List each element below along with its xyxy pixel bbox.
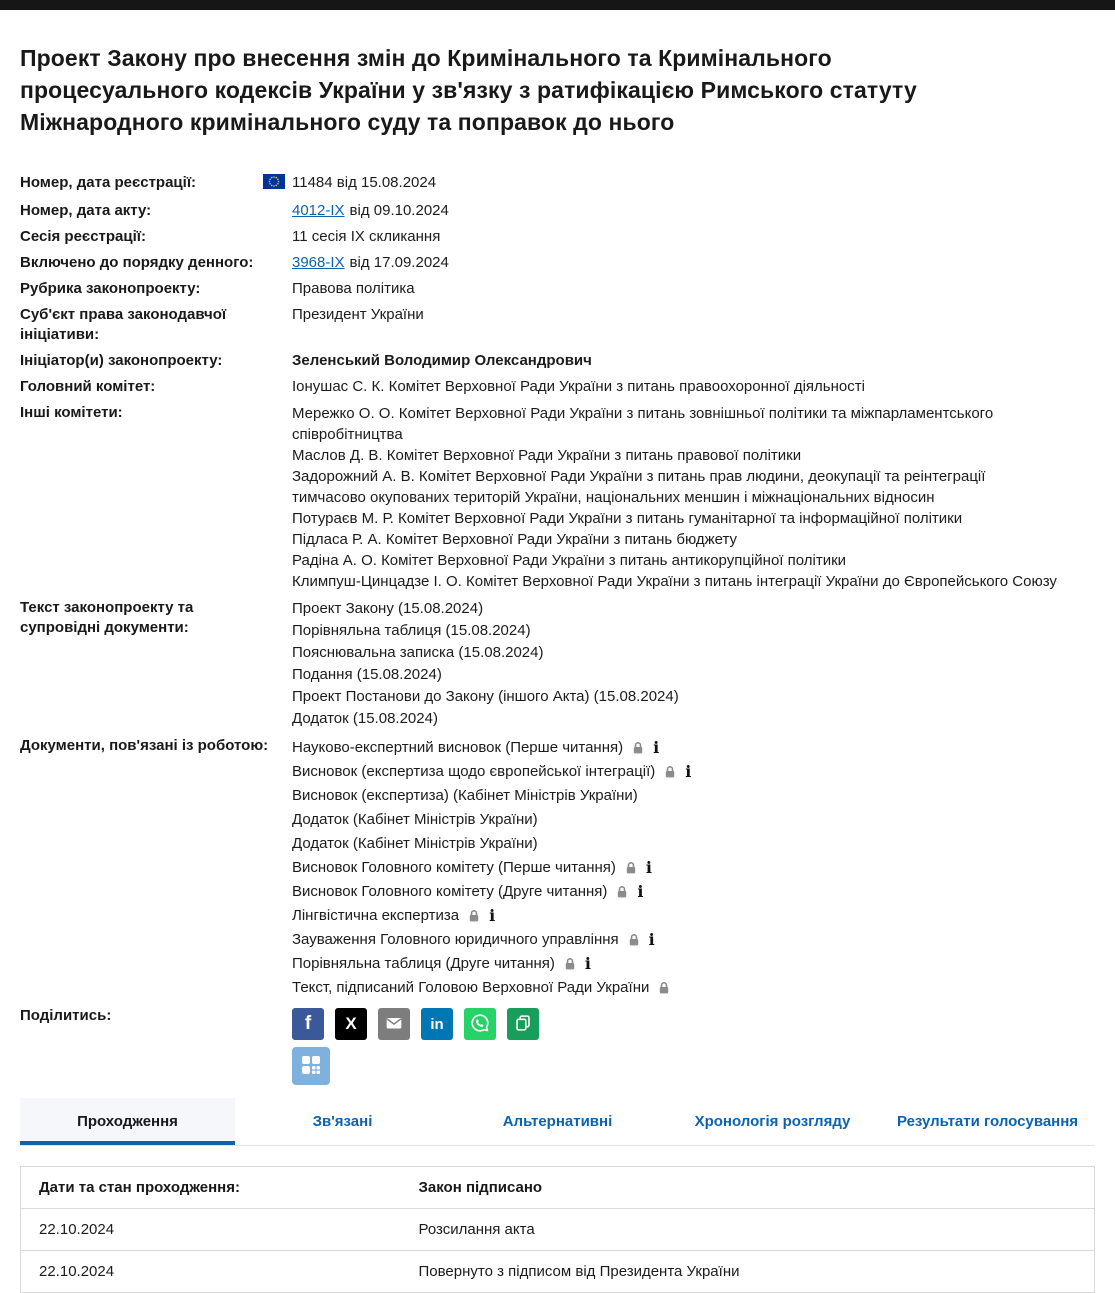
share-x-button[interactable] bbox=[335, 1008, 367, 1040]
field-session bbox=[20, 224, 1095, 250]
lock-icon bbox=[627, 933, 641, 947]
bill-document-item[interactable]: Порівняльна таблиця (15.08.2024) bbox=[292, 622, 531, 639]
row-status: Повернуто з підписом від Президента України bbox=[401, 1251, 1095, 1293]
status-table bbox=[20, 1166, 1095, 1293]
info-icon[interactable]: i bbox=[489, 906, 496, 925]
field-label-main-committee: Головний комітет: bbox=[20, 378, 156, 395]
share-facebook-button[interactable] bbox=[292, 1008, 324, 1040]
registration-value: 11484 від 15.08.2024 bbox=[292, 174, 437, 191]
related-document-item[interactable]: Текст, підписаний Головою Верховної Ради України bbox=[292, 979, 650, 996]
committee-item: Радіна А. О. Комітет Верховної Ради України з питань антикорупційної політики bbox=[292, 552, 847, 569]
field-agenda bbox=[20, 250, 1095, 276]
info-icon[interactable]: i bbox=[685, 762, 692, 781]
committee-item: Задорожний А. В. Комітет Верховної Ради України з питань прав людини, деокупації та реінтеграції тимчасово окупованих територій України, національних меншин і міжнаціональних відносин bbox=[292, 468, 986, 506]
related-document-row bbox=[292, 784, 1095, 808]
related-document-item[interactable]: Порівняльна таблиця (Друге читання) bbox=[292, 955, 555, 972]
rubric-value: Правова політика bbox=[292, 280, 415, 297]
tab-related[interactable]: Зв'язані bbox=[312, 1113, 373, 1130]
lock-icon bbox=[563, 957, 577, 971]
bill-document-item[interactable]: Проект Постанови до Закону (іншого Акта) (15.08.2024) bbox=[292, 688, 679, 705]
field-subject bbox=[20, 302, 1095, 348]
committee-item: Климпуш-Цинцадзе І. О. Комітет Верховної Ради України з питань інтеграції України до Європейського Союзу bbox=[292, 573, 1057, 590]
field-label-rubric: Рубрика законопроекту: bbox=[20, 280, 201, 297]
linkedin-icon: in bbox=[430, 1015, 444, 1033]
field-label-session: Сесія реєстрації: bbox=[20, 228, 146, 245]
field-label-act: Номер, дата акту: bbox=[20, 202, 152, 219]
facebook-icon: f bbox=[304, 1013, 312, 1034]
email-icon bbox=[383, 1012, 405, 1037]
bill-details bbox=[20, 170, 1095, 1088]
initiator-value: Зеленський Володимир Олександрович bbox=[292, 352, 592, 369]
field-act bbox=[20, 198, 1095, 224]
field-initiator bbox=[20, 348, 1095, 374]
committee-item: Маслов Д. В. Комітет Верховної Ради України з питань правової політики bbox=[292, 447, 802, 464]
tab-prohodzhennya[interactable]: Проходження bbox=[20, 1098, 235, 1145]
field-label-agenda: Включено до порядку денного: bbox=[20, 254, 254, 271]
row-date: 22.10.2024 bbox=[21, 1209, 401, 1251]
field-related-documents bbox=[20, 733, 1095, 1003]
info-icon[interactable]: i bbox=[645, 858, 652, 877]
committee-item: Підласа Р. А. Комітет Верховної Ради України з питань бюджету bbox=[292, 531, 738, 548]
info-icon[interactable]: i bbox=[653, 738, 660, 757]
eu-flag-icon bbox=[263, 174, 285, 195]
lock-icon bbox=[615, 885, 629, 899]
main-committee-value: Іонушас С. К. Комітет Верховної Ради України з питань правоохоронної діяльності bbox=[292, 378, 865, 395]
lock-icon bbox=[663, 765, 677, 779]
tab-alternatives[interactable]: Альтернативні bbox=[502, 1113, 613, 1130]
x-icon: X bbox=[345, 1014, 357, 1033]
related-document-item[interactable]: Висновок Головного комітету (Друге читання) bbox=[292, 883, 608, 900]
related-document-item[interactable]: Додаток (Кабінет Міністрів України) bbox=[292, 835, 538, 852]
whatsapp-icon bbox=[469, 1012, 491, 1037]
share-whatsapp-button[interactable] bbox=[464, 1008, 496, 1040]
field-share bbox=[20, 1003, 1095, 1088]
lock-icon bbox=[467, 909, 481, 923]
field-label-subject: Суб'єкт права законодавчої ініціативи: bbox=[20, 306, 227, 343]
related-document-item[interactable]: Науково-експертний висновок (Перше читання) bbox=[292, 739, 624, 756]
tab-bar bbox=[20, 1098, 1095, 1146]
agenda-date: від 17.09.2024 bbox=[349, 254, 449, 271]
lock-icon bbox=[657, 981, 671, 995]
related-document-row bbox=[292, 880, 1095, 904]
field-label-bill-documents: Текст законопроекту та супровідні документи: bbox=[20, 599, 194, 636]
act-date: від 09.10.2024 bbox=[349, 202, 449, 219]
table-row bbox=[21, 1209, 1095, 1251]
bill-documents-list bbox=[292, 598, 1095, 730]
field-registration bbox=[20, 170, 1095, 198]
field-label-share: Поділитись: bbox=[20, 1007, 112, 1024]
bill-document-item[interactable]: Подання (15.08.2024) bbox=[292, 666, 442, 683]
field-bill-documents bbox=[20, 595, 1095, 733]
field-label-other-committees: Інші комітети: bbox=[20, 404, 123, 421]
lock-icon bbox=[631, 741, 645, 755]
table-header-dates: Дати та стан проходження: bbox=[21, 1167, 401, 1209]
act-number-link[interactable]: 4012-IX bbox=[292, 202, 345, 219]
session-value: 11 сесія IX скликання bbox=[292, 228, 441, 245]
committee-item: Мережко О. О. Комітет Верховної Ради України з питань зовнішньої політики та міжпарламентського співробітництва bbox=[292, 405, 994, 443]
share-buttons bbox=[292, 1008, 1095, 1040]
share-linkedin-button[interactable] bbox=[421, 1008, 453, 1040]
subject-value: Президент України bbox=[292, 306, 424, 323]
share-copy-button[interactable] bbox=[507, 1008, 539, 1040]
tab-chronology[interactable]: Хронологія розгляду bbox=[694, 1113, 851, 1130]
related-document-row bbox=[292, 952, 1095, 976]
field-label-initiator: Ініціатор(и) законопроекту: bbox=[20, 352, 223, 369]
related-document-row bbox=[292, 760, 1095, 784]
other-committees-list bbox=[292, 403, 1062, 592]
related-document-item[interactable]: Висновок (експертиза) (Кабінет Міністрів України) bbox=[292, 787, 638, 804]
related-document-row bbox=[292, 976, 1095, 1000]
share-qr-button[interactable] bbox=[292, 1047, 330, 1085]
related-document-item[interactable]: Лінгвістична експертиза bbox=[292, 907, 460, 924]
tab-voting-results[interactable]: Результати голосування bbox=[896, 1113, 1079, 1130]
row-date: 22.10.2024 bbox=[21, 1251, 401, 1293]
info-icon[interactable]: i bbox=[637, 882, 644, 901]
bill-document-item[interactable]: Проект Закону (15.08.2024) bbox=[292, 600, 484, 617]
related-document-item[interactable]: Висновок (експертиза щодо європейської інтеграції) bbox=[292, 763, 656, 780]
field-label-registration: Номер, дата реєстрації: bbox=[20, 174, 197, 191]
agenda-number-link[interactable]: 3968-IX bbox=[292, 254, 345, 271]
related-document-item[interactable]: Додаток (Кабінет Міністрів України) bbox=[292, 811, 538, 828]
field-other-committees bbox=[20, 400, 1095, 595]
info-icon[interactable]: i bbox=[648, 930, 655, 949]
table-header-row bbox=[21, 1167, 1095, 1209]
info-icon[interactable]: i bbox=[584, 954, 591, 973]
copy-icon bbox=[512, 1012, 534, 1037]
field-rubric bbox=[20, 276, 1095, 302]
related-document-row bbox=[292, 832, 1095, 856]
qr-code-icon bbox=[299, 1053, 323, 1080]
field-label-related-documents: Документи, пов'язані із роботою: bbox=[20, 737, 269, 754]
table-header-status: Закон підписано bbox=[401, 1167, 1095, 1209]
related-document-row bbox=[292, 808, 1095, 832]
related-document-row bbox=[292, 856, 1095, 880]
related-document-item[interactable]: Зауваження Головного юридичного управління bbox=[292, 931, 619, 948]
top-bar bbox=[0, 0, 1115, 10]
bill-document-item[interactable]: Пояснювальна записка (15.08.2024) bbox=[292, 644, 544, 661]
row-status: Розсилання акта bbox=[401, 1209, 1095, 1251]
related-document-row bbox=[292, 736, 1095, 760]
lock-icon bbox=[624, 861, 638, 875]
related-documents-list bbox=[292, 736, 1095, 1000]
related-document-item[interactable]: Висновок Головного комітету (Перше читання) bbox=[292, 859, 616, 876]
table-row bbox=[21, 1251, 1095, 1293]
related-document-row bbox=[292, 904, 1095, 928]
committee-item: Потураєв М. Р. Комітет Верховної Ради України з питань гуманітарної та інформаційної політики bbox=[292, 510, 963, 527]
page-title: Проект Закону про внесення змін до Кримінального та Кримінального процесуального кодексів України у зв'язку з ратифікацією Римського статуту Міжнародного кримінального суду та поправок до нього bbox=[20, 45, 917, 135]
related-document-row bbox=[292, 928, 1095, 952]
field-main-committee bbox=[20, 374, 1095, 400]
bill-document-item[interactable]: Додаток (15.08.2024) bbox=[292, 710, 438, 727]
share-email-button[interactable] bbox=[378, 1008, 410, 1040]
